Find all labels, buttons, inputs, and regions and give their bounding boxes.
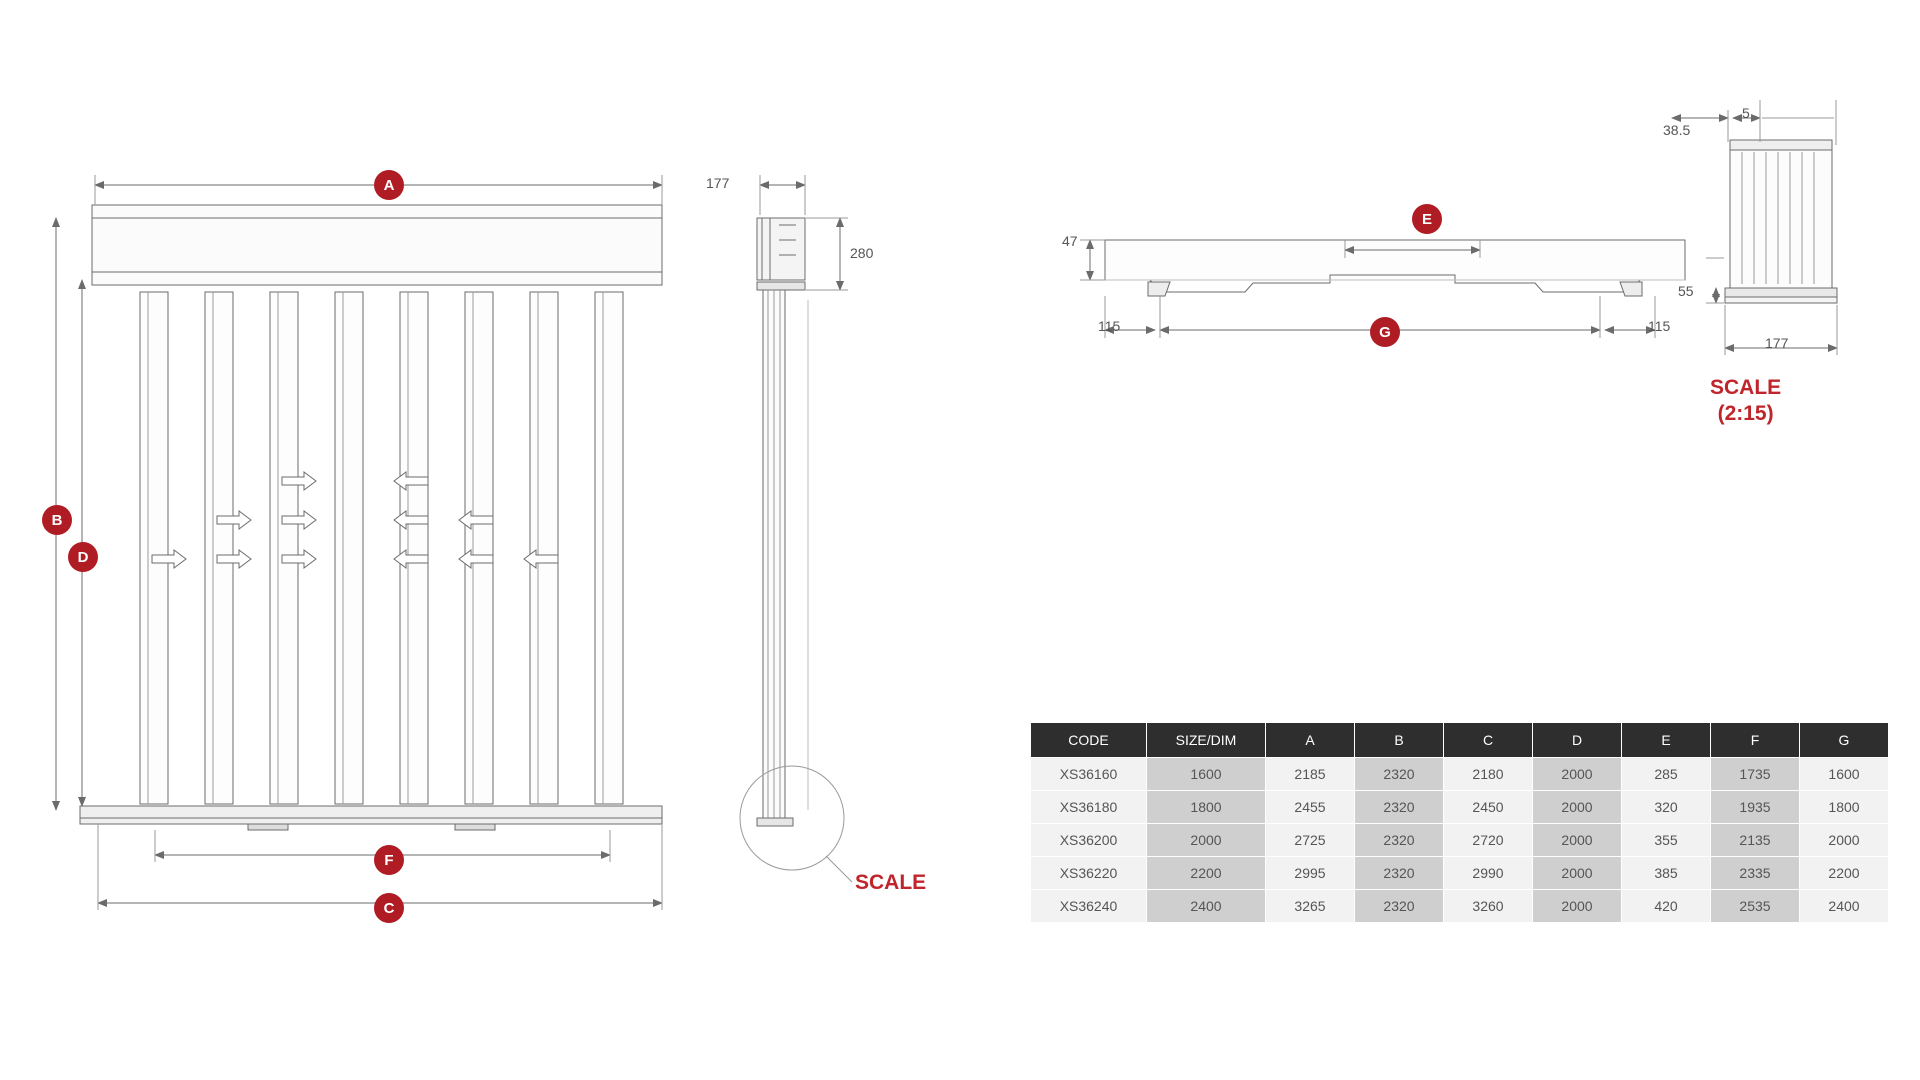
- table-row: [1031, 824, 1889, 857]
- dimension-bubble-f: F: [374, 845, 404, 875]
- cell-d: 2000: [1533, 791, 1622, 824]
- table-row: [1031, 890, 1889, 923]
- cell-d: 2000: [1533, 824, 1622, 857]
- cell-e: 355: [1622, 824, 1711, 857]
- cell-f: 1735: [1711, 758, 1800, 791]
- table-header-e: E: [1622, 723, 1711, 758]
- dimension-bubble-g: G: [1370, 317, 1400, 347]
- dimension-bubble-b: B: [42, 505, 72, 535]
- cell-g: 1600: [1800, 758, 1889, 791]
- detail-bracket-offset-dimension: 38.5: [1663, 122, 1691, 138]
- dimension-bubble-c: C: [374, 893, 404, 923]
- specification-table: [1030, 722, 1889, 923]
- table-header-code: CODE: [1031, 723, 1147, 758]
- cell-c: 2990: [1444, 857, 1533, 890]
- table-row: [1031, 758, 1889, 791]
- dimension-bubble-e: E: [1412, 204, 1442, 234]
- cell-d: 2000: [1533, 890, 1622, 923]
- cell-f: 2535: [1711, 890, 1800, 923]
- top-right-offset-dimension: 115: [1648, 318, 1671, 334]
- cell-c: 2180: [1444, 758, 1533, 791]
- cell-g: 2000: [1800, 824, 1889, 857]
- cell-b: 2320: [1355, 758, 1444, 791]
- table-header-f: F: [1711, 723, 1800, 758]
- cell-a: 2455: [1266, 791, 1355, 824]
- table-header-b: B: [1355, 723, 1444, 758]
- cell-size: 2200: [1147, 857, 1266, 890]
- detail-scale-line1: SCALE: [1710, 376, 1782, 399]
- side-view-scale-label: SCALE: [855, 871, 927, 894]
- detail-gap-dimension: 5: [1742, 105, 1750, 121]
- side-head-height-dimension: 280: [850, 245, 874, 261]
- table-header-c: C: [1444, 723, 1533, 758]
- cell-g: 2400: [1800, 890, 1889, 923]
- cell-code: XS36240: [1031, 890, 1147, 923]
- dimension-bubble-a: A: [374, 170, 404, 200]
- cell-d: 2000: [1533, 857, 1622, 890]
- table-header-d: D: [1533, 723, 1622, 758]
- cell-d: 2000: [1533, 758, 1622, 791]
- cell-g: 1800: [1800, 791, 1889, 824]
- table-header-size-dim: SIZE/DIM: [1147, 723, 1266, 758]
- side-width-dimension: 177: [706, 175, 730, 191]
- cell-code: XS36180: [1031, 791, 1147, 824]
- detail-stack-height-dimension: 55: [1678, 283, 1694, 299]
- cell-code: XS36220: [1031, 857, 1147, 890]
- cell-a: 2185: [1266, 758, 1355, 791]
- cell-c: 2450: [1444, 791, 1533, 824]
- table-row: [1031, 791, 1889, 824]
- cell-e: 320: [1622, 791, 1711, 824]
- detail-view-scale-label: [1710, 375, 1781, 428]
- cell-size: 2400: [1147, 890, 1266, 923]
- cell-size: 2000: [1147, 824, 1266, 857]
- cell-a: 2725: [1266, 824, 1355, 857]
- table-header-row: [1031, 723, 1889, 758]
- cell-b: 2320: [1355, 857, 1444, 890]
- cell-code: XS36160: [1031, 758, 1147, 791]
- table-header-a: A: [1266, 723, 1355, 758]
- cell-f: 2135: [1711, 824, 1800, 857]
- dimension-bubble-d: D: [68, 542, 98, 572]
- cell-b: 2320: [1355, 824, 1444, 857]
- cell-g: 2200: [1800, 857, 1889, 890]
- cell-c: 3260: [1444, 890, 1533, 923]
- table-header-g: G: [1800, 723, 1889, 758]
- cell-e: 285: [1622, 758, 1711, 791]
- cell-c: 2720: [1444, 824, 1533, 857]
- cell-e: 385: [1622, 857, 1711, 890]
- cell-size: 1600: [1147, 758, 1266, 791]
- cell-size: 1800: [1147, 791, 1266, 824]
- cell-b: 2320: [1355, 791, 1444, 824]
- detail-scale-line2: (2:15): [1717, 402, 1774, 426]
- top-left-offset-dimension: 115: [1098, 318, 1121, 334]
- detail-depth-dimension: 177: [1765, 335, 1789, 351]
- cell-a: 2995: [1266, 857, 1355, 890]
- cell-e: 420: [1622, 890, 1711, 923]
- top-drop-dimension: 47: [1062, 233, 1078, 249]
- cell-b: 2320: [1355, 890, 1444, 923]
- cell-a: 3265: [1266, 890, 1355, 923]
- cell-f: 1935: [1711, 791, 1800, 824]
- cell-code: XS36200: [1031, 824, 1147, 857]
- cell-f: 2335: [1711, 857, 1800, 890]
- table-row: [1031, 857, 1889, 890]
